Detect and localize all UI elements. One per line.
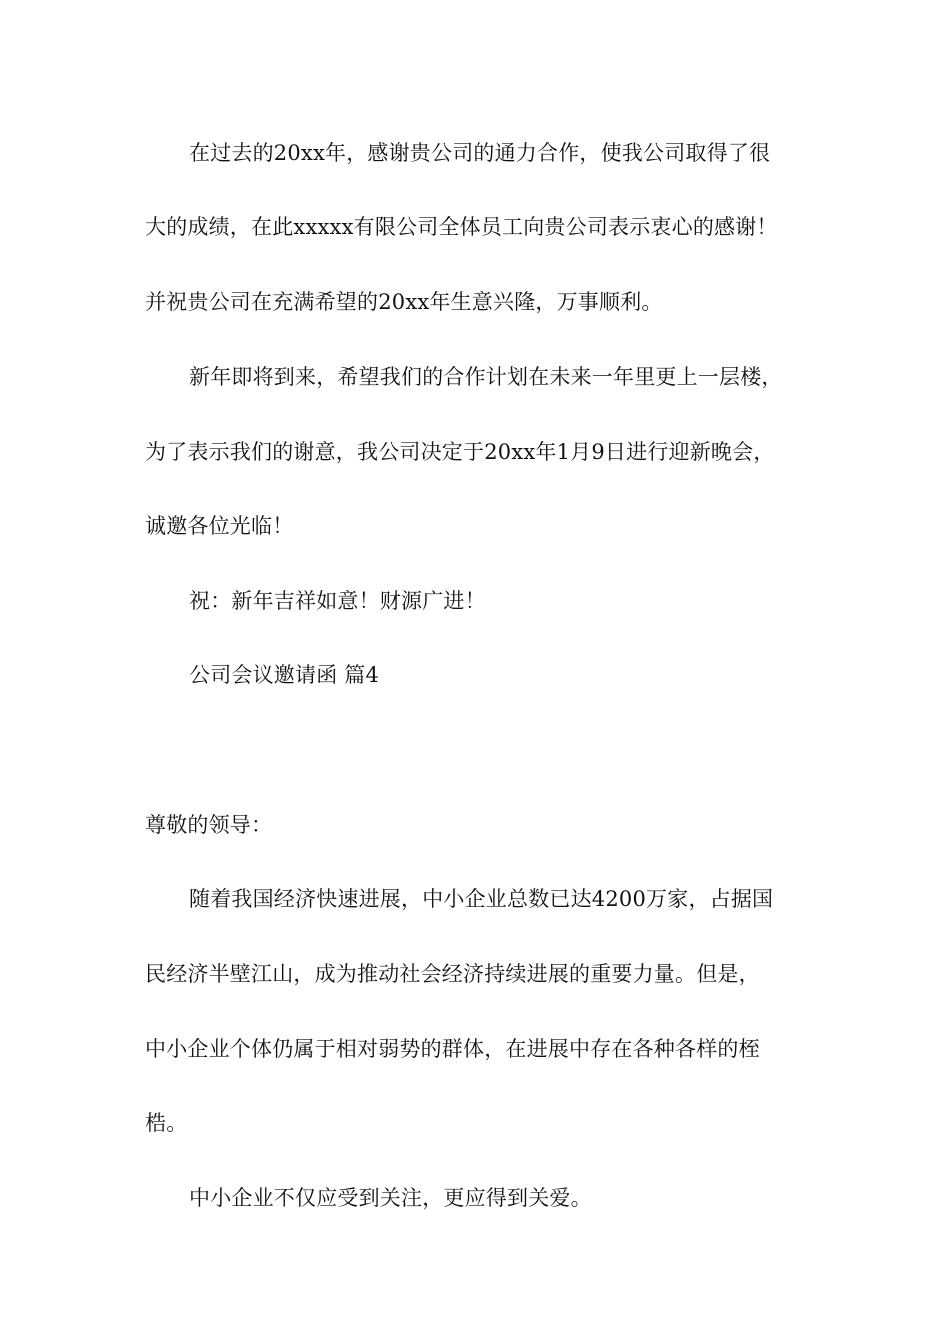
paragraph-line: 为了表示我们的谢意，我公司决定于20xx年1月9日进行迎新晚会， [145,440,775,464]
section-heading: 公司会议邀请函 篇4 [189,663,380,687]
paragraph-line: 祝：新年吉祥如意！财源广进！ [189,589,486,613]
paragraph-line: 大的成绩，在此xxxxx有限公司全体员工向贵公司表示衷心的感谢！ [145,215,778,239]
paragraph-line: 中小企业不仅应受到关注，更应得到关爱。 [189,1186,592,1210]
paragraph-line: 在过去的20xx年，感谢贵公司的通力合作，使我公司取得了很 [189,141,771,165]
paragraph-line: 并祝贵公司在充满希望的20xx年生意兴隆，万事顺利。 [145,290,663,314]
paragraph-line: 诚邀各位光临！ [145,514,294,538]
paragraph-line: 梏。 [145,1111,188,1135]
paragraph-line: 中小企业个体仍属于相对弱势的群体，在进展中存在各种各样的桎 [145,1037,760,1061]
paragraph-line: 随着我国经济快速进展，中小企业总数已达4200万家，占据国 [189,887,774,911]
paragraph-line: 民经济半壁江山，成为推动社会经济持续进展的重要力量。但是， [145,962,760,986]
salutation: 尊敬的领导： [145,813,273,837]
paragraph-line: 新年即将到来，希望我们的合作计划在未来一年里更上一层楼， [189,365,783,389]
